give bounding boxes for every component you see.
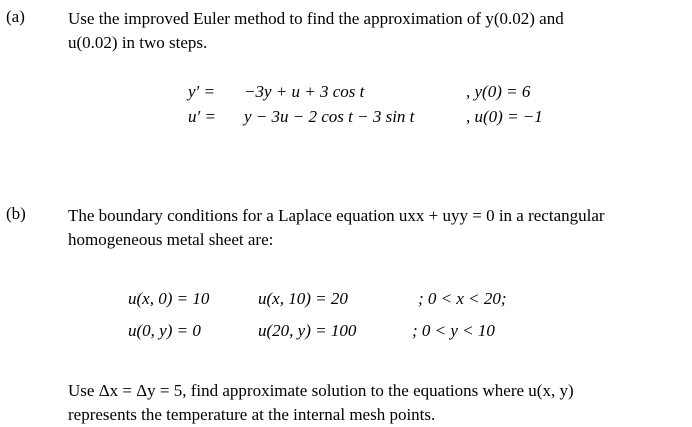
part-b-intro-line2: homogeneous metal sheet are: <box>68 230 274 249</box>
part-b-outro-line1: Use Δx = Δy = 5, find approximate solution to the equations where u(x, y) <box>68 381 574 400</box>
eq1-initial-condition: , y(0) = 6 <box>466 82 531 101</box>
eq1-rhs: −3y + u + 3 cos t <box>244 82 365 101</box>
bc1-left: u(x, 0) = 10 <box>128 289 210 308</box>
bc1-right: u(x, 10) = 20 <box>258 289 348 308</box>
part-a-intro-line1: Use the improved Euler method to find the approximation of y(0.02) and <box>68 9 564 28</box>
eq2-initial-condition: , u(0) = −1 <box>466 107 543 126</box>
part-b-outro-line2: represents the temperature at the internal mesh points. <box>68 405 436 424</box>
eq1-lhs: y′ = <box>188 82 215 101</box>
part-a-intro-line2: u(0.02) in two steps. <box>68 33 208 52</box>
bc2-right: u(20, y) = 100 <box>258 321 357 340</box>
bc2-range: ; 0 < y < 10 <box>412 321 495 340</box>
eq2-lhs: u′ = <box>188 107 216 126</box>
bc1-range: ; 0 < x < 20; <box>418 289 507 308</box>
part-b-intro-line1: The boundary conditions for a Laplace equation uxx + uyy = 0 in a rectangular <box>68 206 605 225</box>
part-b-label: (b) <box>6 204 26 223</box>
bc2-left: u(0, y) = 0 <box>128 321 201 340</box>
eq2-rhs: y − 3u − 2 cos t − 3 sin t <box>244 107 415 126</box>
part-a-label: (a) <box>6 7 25 26</box>
